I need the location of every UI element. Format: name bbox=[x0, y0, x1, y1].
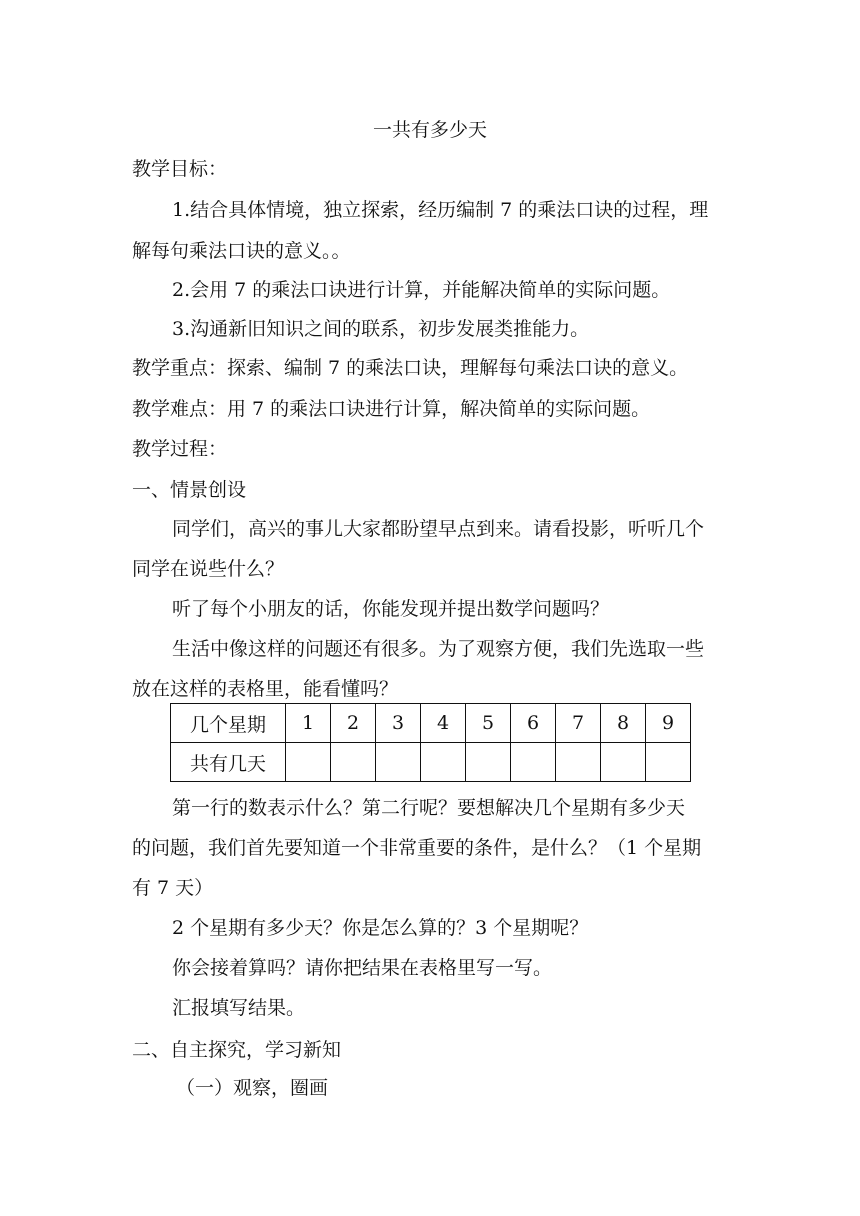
week-cell: 4 bbox=[421, 704, 466, 743]
paragraph-line: 听了每个小朋友的话，你能发现并提出数学问题吗？ bbox=[172, 598, 610, 620]
week-cell: 5 bbox=[466, 704, 511, 743]
week-cell: 3 bbox=[376, 704, 421, 743]
row-label-days: 共有几天 bbox=[171, 743, 286, 782]
days-cell-empty bbox=[466, 743, 511, 782]
paragraph-line: 生活中像这样的问题还有很多。为了观察方便，我们先选取一些 bbox=[172, 638, 705, 660]
days-cell-empty bbox=[601, 743, 646, 782]
subsection-heading: （一）观察，圈画 bbox=[176, 1077, 329, 1099]
paragraph-line: 2 个星期有多少天？你是怎么算的？3 个星期呢？ bbox=[172, 917, 589, 939]
section-heading-process: 教学过程： bbox=[132, 438, 228, 460]
weeks-days-table bbox=[170, 703, 691, 782]
section-heading-2: 二、自主探究，学习新知 bbox=[132, 1039, 342, 1061]
week-cell: 9 bbox=[646, 704, 691, 743]
days-cell-empty bbox=[376, 743, 421, 782]
paragraph-line: 有 7 天） bbox=[132, 877, 214, 899]
table-row-days bbox=[171, 743, 691, 782]
section-heading-1: 一、情景创设 bbox=[132, 479, 247, 501]
table-row-weeks bbox=[171, 704, 691, 743]
days-cell-empty bbox=[331, 743, 376, 782]
days-cell-empty bbox=[511, 743, 556, 782]
week-cell: 1 bbox=[286, 704, 331, 743]
days-cell-empty bbox=[286, 743, 331, 782]
paragraph-line: 同学们，高兴的事儿大家都盼望早点到来。请看投影，听听几个 bbox=[172, 518, 705, 540]
section-heading-objectives: 教学目标： bbox=[132, 158, 228, 180]
document-title: 一共有多少天 bbox=[372, 119, 487, 141]
week-cell: 7 bbox=[556, 704, 601, 743]
row-label-weeks: 几个星期 bbox=[171, 704, 286, 743]
days-cell-empty bbox=[556, 743, 601, 782]
objective-2-text: 2.会用 7 的乘法口诀进行计算，并能解决简单的实际问题。 bbox=[172, 279, 671, 301]
paragraph-line: 同学在说些什么？ bbox=[132, 558, 285, 580]
days-cell-empty bbox=[421, 743, 466, 782]
week-cell: 2 bbox=[331, 704, 376, 743]
paragraph-line: 放在这样的表格里，能看懂吗？ bbox=[132, 678, 399, 700]
week-cell: 8 bbox=[601, 704, 646, 743]
paragraph-line: 汇报填写结果。 bbox=[172, 997, 306, 1019]
days-cell-empty bbox=[646, 743, 691, 782]
objective-1-continued: 解每句乘法口诀的意义。。 bbox=[132, 240, 351, 262]
key-points-text: 教学重点：探索、编制 7 的乘法口诀，理解每句乘法口诀的意义。 bbox=[132, 357, 689, 379]
paragraph-line: 你会接着算吗？请你把结果在表格里写一写。 bbox=[172, 957, 553, 979]
paragraph-line: 的问题，我们首先要知道一个非常重要的条件，是什么？（1 个星期 bbox=[132, 837, 702, 859]
paragraph-line: 第一行的数表示什么？第二行呢？要想解决几个星期有多少天 bbox=[172, 797, 686, 819]
difficult-points-text: 教学难点：用 7 的乘法口诀进行计算，解决简单的实际问题。 bbox=[132, 398, 651, 420]
week-cell: 6 bbox=[511, 704, 556, 743]
objective-3-text: 3.沟通新旧知识之间的联系，初步发展类推能力。 bbox=[172, 318, 590, 340]
objective-1-text: 1.结合具体情境，独立探索，经历编制 7 的乘法口诀的过程，理 bbox=[172, 199, 709, 221]
